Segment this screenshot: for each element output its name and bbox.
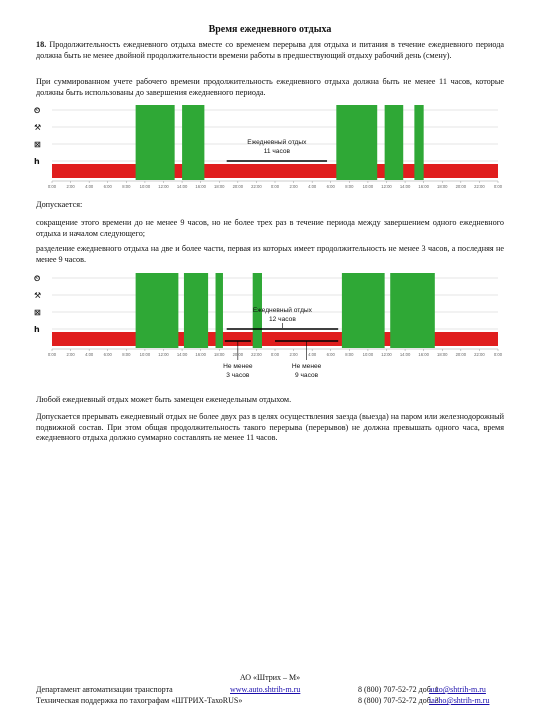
tick-label: 12:00 (381, 184, 392, 189)
hammers-icon: ⚒ (34, 123, 42, 132)
footer-email1-link[interactable]: auto@shtrih-m.ru (429, 685, 486, 694)
work-block (336, 105, 377, 180)
tick-label: 22:00 (251, 352, 262, 357)
rest-hours-label: 11 часов (263, 148, 291, 155)
hammers-icon: ⚒ (34, 291, 42, 300)
footer-phone2: 8 (800) 707-52-72 доб. 3 (358, 696, 439, 705)
tick-label: 22:00 (474, 352, 485, 357)
tick-label: 22:00 (251, 184, 262, 189)
tick-label: 14:00 (176, 184, 188, 189)
work-block (136, 105, 175, 180)
tick-label: 2:00 (66, 184, 75, 189)
paragraph-allowed: Допускается: (36, 200, 83, 209)
footer-email2-link[interactable]: tacho@shtrih-m.ru (429, 696, 490, 705)
tick-label: 4:00 (308, 352, 317, 357)
rest-chart-1 (30, 102, 505, 194)
tick-label: 6:00 (103, 352, 112, 357)
paragraph-reduction: сокращение этого времени до не менее 9 часов, но не более трех раз в течение периода между завершением одного ежедневного отдыха и началом следующего; (36, 218, 504, 238)
tick-label: 14:00 (399, 352, 411, 357)
tick-label: 14:00 (176, 352, 188, 357)
footer-support: Техническая поддержка по тахографам «ШТРИХ-ТахоRUS» (36, 696, 243, 705)
tick-label: 4:00 (85, 352, 94, 357)
work-block (385, 105, 404, 180)
bed-icon: h (34, 157, 40, 166)
tick-label: 8:00 (345, 352, 354, 357)
work-block (136, 273, 179, 348)
sub-hours-label: 9 часов (295, 372, 319, 379)
tick-label: 6:00 (326, 184, 335, 189)
tick-label: 6:00 (326, 352, 335, 357)
tick-label: 8:00 (345, 184, 354, 189)
paragraph-split: разделение ежедневного отдыха на две и более части, первая из которых имеет продолжительность не менее 3 часов, а последняя не менее 9 часов. (36, 244, 504, 264)
paragraph-number: 18. (36, 40, 47, 49)
tick-label: 20:00 (232, 184, 244, 189)
tick-label: 8:00 (122, 184, 131, 189)
footer-site-link[interactable]: www.auto.shtrih-m.ru (230, 685, 301, 694)
work-block (342, 273, 385, 348)
work-block (184, 273, 208, 348)
paragraph-summed: При суммированном учете рабочего времени продолжительность ежедневного отдыха должна быть не менее 11 часов, которые должны быть использованы до завершения ежедневного периода. (36, 77, 504, 97)
bed-icon: h (34, 325, 40, 334)
tick-label: 20:00 (455, 184, 467, 189)
work-block (390, 273, 435, 348)
rest-chart-2 (30, 270, 505, 395)
tick-label: 2:00 (289, 352, 298, 357)
tick-label: 16:00 (195, 352, 206, 357)
tick-label: 2:00 (66, 352, 75, 357)
tick-label: 8:00 (122, 352, 131, 357)
tick-label: 10:00 (139, 352, 151, 357)
work-block (216, 273, 223, 348)
tick-label: 14:00 (399, 184, 411, 189)
tick-label: 18:00 (214, 352, 225, 357)
rest-label: Ежедневный отдых (247, 139, 307, 146)
tick-label: 20:00 (455, 352, 467, 357)
tick-label: 0:00 (270, 352, 280, 357)
tick-label: 12:00 (381, 352, 392, 357)
paragraph-18 (36, 40, 504, 61)
tick-label: 10:00 (139, 184, 151, 189)
tick-label: 20:00 (232, 352, 244, 357)
tick-label: 0:00 (47, 352, 57, 357)
availability-icon: ⊠ (34, 308, 41, 317)
steering-wheel-icon: ⏲ (34, 274, 41, 283)
rest-bar (52, 164, 498, 178)
tick-label: 10:00 (362, 352, 374, 357)
paragraph-ferry: Допускается прерывать ежедневный отдых не более двух раз в целях осуществления заезда (выезда) на паром или железнодорожный подвижной состав. При этом общая продолжительность такого перерыва (перерывов) не должна превышать одного часа, время ежедневного отдыха должно суммарно составлять не менее 11 часов. (36, 412, 504, 443)
work-block (414, 105, 423, 180)
tick-label: 0:00 (493, 184, 503, 189)
page-title: Время ежедневного отдыха (208, 24, 332, 35)
tick-label: 16:00 (195, 184, 206, 189)
tick-label: 16:00 (418, 184, 429, 189)
paragraph-weekly: Любой ежедневный отдых может быть замещен еженедельным отдыхом. (36, 395, 292, 404)
tick-label: 12:00 (158, 352, 169, 357)
paragraph-18-text: Продолжительность ежедневного отдыха вместе со временем перерыва для отдыха и питания в течение ежедневного периода должна быть не менее двойной продолжительности времени работы в предшествующий отдыху рабочий день (смену). (36, 40, 505, 60)
footer-dept: Департамент автоматизации транспорта (36, 685, 173, 694)
work-block (182, 105, 204, 180)
sub-hours-label: 3 часов (226, 372, 250, 379)
tick-label: 16:00 (418, 352, 429, 357)
sub-label: Не менее (223, 363, 253, 370)
tick-label: 18:00 (437, 184, 448, 189)
tick-label: 18:00 (214, 184, 225, 189)
tick-label: 18:00 (437, 352, 448, 357)
tick-label: 22:00 (474, 184, 485, 189)
tick-label: 0:00 (270, 184, 280, 189)
steering-wheel-icon: ⏲ (34, 106, 41, 115)
footer-phone1: 8 (800) 707-52-72 доб. 1 (358, 685, 439, 694)
rest-label: Ежедневный отдых (252, 307, 312, 314)
tick-label: 12:00 (158, 184, 169, 189)
tick-label: 10:00 (362, 184, 374, 189)
tick-label: 4:00 (85, 184, 94, 189)
tick-label: 4:00 (308, 184, 317, 189)
tick-label: 0:00 (493, 352, 503, 357)
footer-company: АО «Штрих – М» (239, 673, 301, 682)
tick-label: 2:00 (289, 184, 298, 189)
availability-icon: ⊠ (34, 140, 41, 149)
sub-label: Не менее (291, 363, 322, 370)
tick-label: 6:00 (103, 184, 112, 189)
rest-hours-label: 12 часов (269, 316, 296, 323)
tick-label: 0:00 (47, 184, 57, 189)
